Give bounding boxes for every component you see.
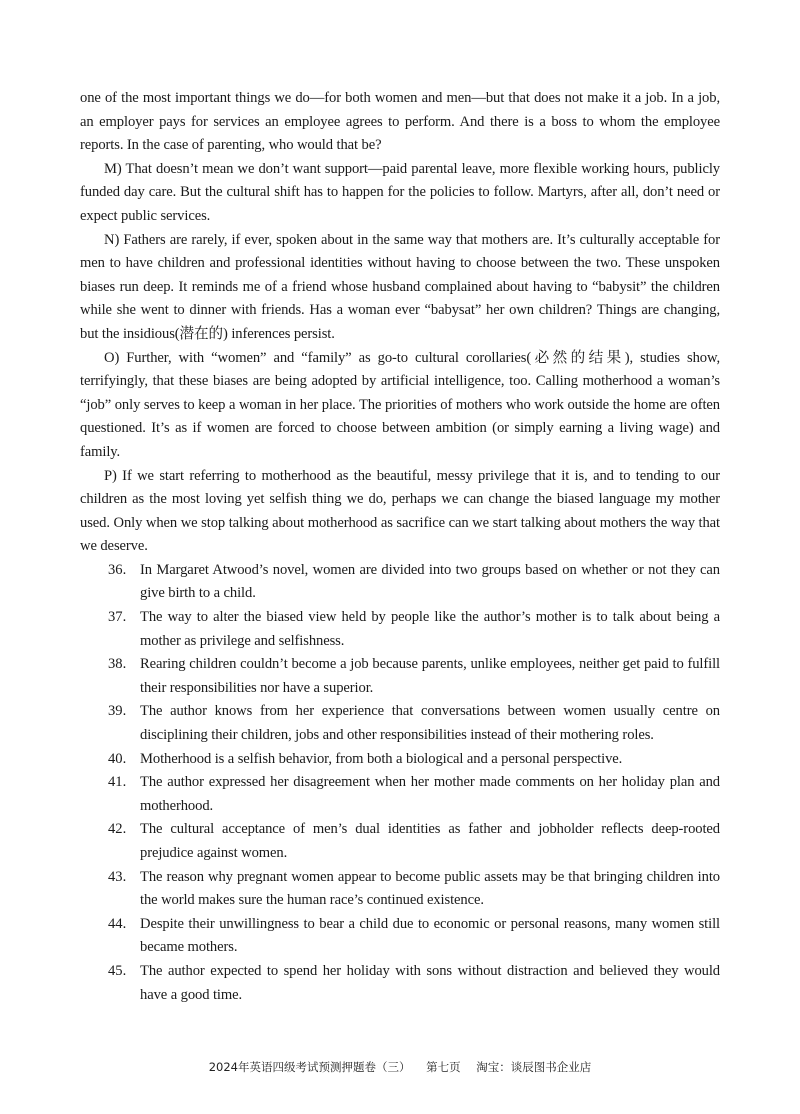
question-text: The author expressed her disagreement when her mother made comments on her holiday plan and motherhood. <box>140 774 720 814</box>
question-number: 43. <box>108 868 127 885</box>
question-text: The author knows from her experience that conversations between women usually centre on disciplining their children, jobs and other responsibilities instead of their mothering roles. <box>140 703 720 744</box>
question-text: The way to alter the biased view held by people like the author’s mother is to talk about being a mother as privilege and selfishness. <box>140 609 720 649</box>
document-page <box>80 87 720 1007</box>
question-item <box>80 606 720 653</box>
footer-page-number: 第七页 <box>426 1060 461 1074</box>
question-text: The reason why pregnant women appear to become public assets may be that bringing children into the world makes sure the human race’s continued existence. <box>140 868 720 909</box>
question-item <box>80 913 720 960</box>
paragraph-p: P) If we start referring to motherhood as the beautiful, messy privilege that it is, and to tending to our children as the most loving yet selfish thing we do, perhaps we can change the biased language my mother used. Only when we stop talking about motherhood as sacrifice can we start talking about mothers the way that we deserve. <box>80 467 720 555</box>
question-item <box>80 866 720 913</box>
question-number: 41. <box>108 774 127 791</box>
question-item <box>80 960 720 1007</box>
question-text: Rearing children couldn’t become a job because parents, unlike employees, neither get paid to fulfill their responsibilities nor have a superior. <box>140 656 720 696</box>
footer-shop-name: 淘宝：谈辰图书企业店 <box>476 1060 592 1074</box>
question-item <box>80 700 720 747</box>
intro-paragraph: one of the most important things we do—for both women and men—but that does not make it a job. In a job, an employer pays for services an employee agrees to perform. And there is a boss to whom the employee reports. In the case of parenting, who would that be? <box>80 90 720 154</box>
question-number: 40. <box>108 750 127 767</box>
page-footer <box>0 1059 800 1075</box>
passage <box>80 87 720 559</box>
question-number: 42. <box>108 821 127 838</box>
question-text: The cultural acceptance of men’s dual identities as father and jobholder reflects deep-rooted prejudice against women. <box>140 821 720 861</box>
question-text: Despite their unwillingness to bear a child due to economic or personal reasons, many women still became mothers. <box>140 915 720 956</box>
question-number: 39. <box>108 703 127 720</box>
question-item <box>80 559 720 606</box>
question-number: 44. <box>108 915 127 932</box>
paragraph-m: M) That doesn’t mean we don’t want support—paid parental leave, more flexible working hours, publicly funded day care. But the cultural shift has to happen for the policies to follow. Martyrs, after all, don’t need or expect public services. <box>80 160 720 224</box>
question-text: In Margaret Atwood’s novel, women are divided into two groups based on whether or not they can give birth to a child. <box>140 561 720 602</box>
footer-exam-title: 2024年英语四级考试预测押题卷（三） <box>208 1060 411 1074</box>
paragraph-o: O) Further, with “women” and “family” as go-to cultural corollaries(必然的结果), studies show, terrifyingly, that these biases are being adopted by artificial intelligence, too. Calling motherhood a woman’s “job” only serves to keep a woman in her place. The priorities of mothers who work outside the home are often questioned. It’s as if women are forced to choose between ambition (or simply earning a living wage) and family. <box>80 349 720 460</box>
question-item <box>80 748 720 772</box>
question-text: The author expected to spend her holiday with sons without distraction and believed they would have a good time. <box>140 962 720 1003</box>
question-number: 38. <box>108 656 127 673</box>
question-number: 37. <box>108 609 127 626</box>
question-list <box>80 559 720 1007</box>
question-item <box>80 653 720 700</box>
paragraph-n: N) Fathers are rarely, if ever, spoken about in the same way that mothers are. It’s culturally acceptable for men to have children and professional identities without having to choose between the two. These unspoken biases run deep. It reminds me of a friend whose husband complained about having to “babysit” the children while she went to dinner with friends. Has a woman ever “babysat” her own children? Things are changing, but the insidious(潜在的) inferences persist. <box>80 231 720 342</box>
question-number: 45. <box>108 962 127 979</box>
question-item <box>80 818 720 865</box>
question-text: Motherhood is a selfish behavior, from both a biological and a personal perspective. <box>140 750 623 767</box>
question-item <box>80 771 720 818</box>
question-number: 36. <box>108 561 127 578</box>
